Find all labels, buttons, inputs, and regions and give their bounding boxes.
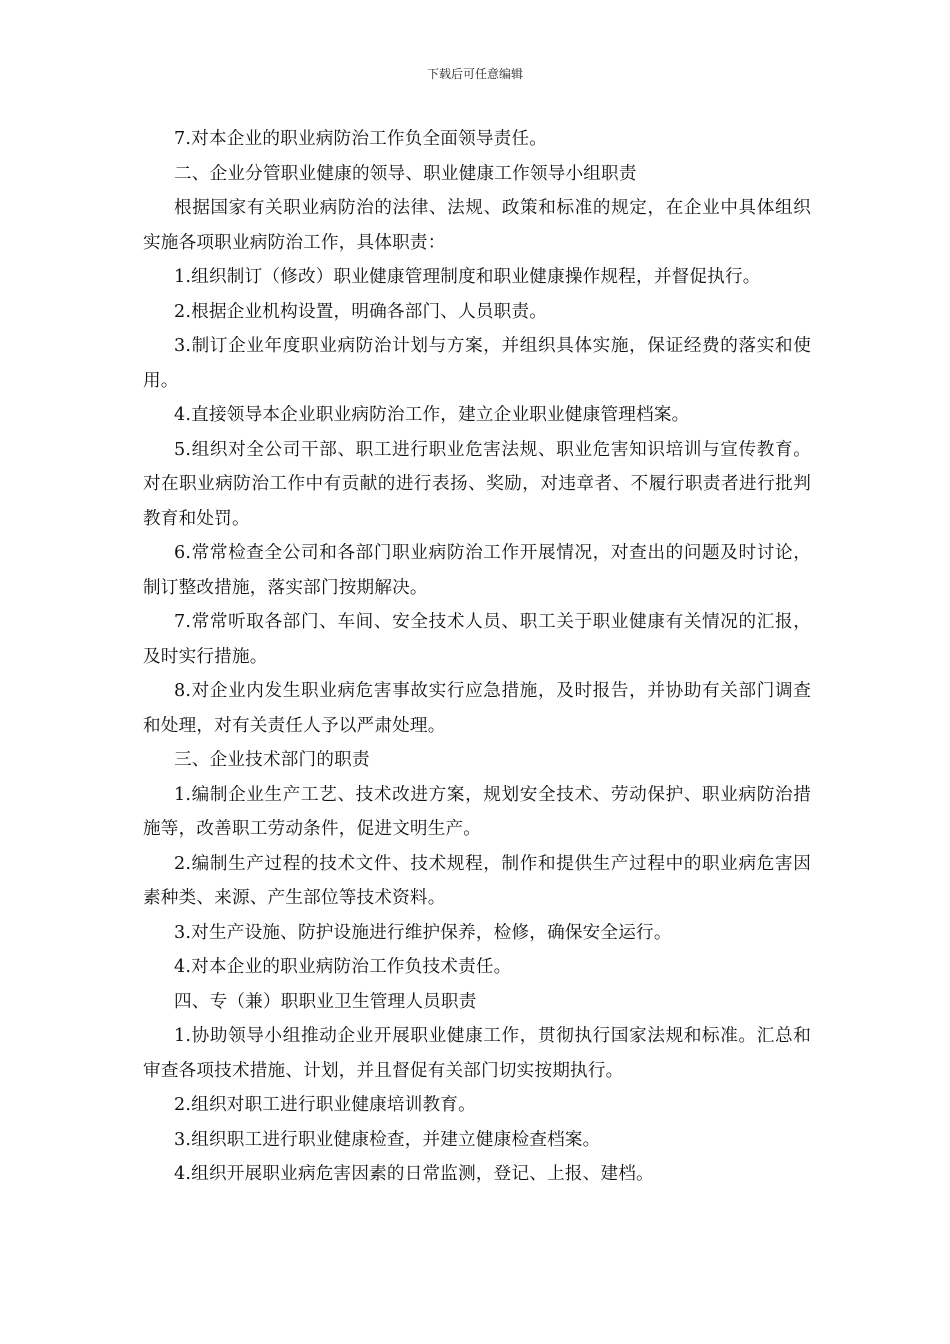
paragraph: 2.组织对职工进行职业健康培训教育。 [174,1095,476,1115]
section-heading: 四、专（兼）职职业卫生管理人员职责 [174,991,477,1012]
paragraph: 4.直接领导本企业职业病防治工作，建立企业职业健康管理档案。 [174,405,690,425]
paragraph: 1.组织制订（修改）职业健康管理制度和职业健康操作规程，并督促执行。 [174,267,761,287]
paragraph: 7.常常听取各部门、车间、安全技术人员、职工关于职业健康有关情况的汇报，及时实行措施。 [143,612,811,667]
paragraph: 6.常常检查全公司和各部门职业病防治工作开展情况，对查出的问题及时讨论，制订整改措施，落实部门按期解决。 [143,543,811,598]
paragraph: 4.组织开展职业病危害因素的日常监测，登记、上报、建档。 [174,1164,654,1184]
document-body [143,122,811,1192]
paragraph: 3.对生产设施、防护设施进行维护保养，检修，确保安全运行。 [174,922,672,943]
paragraph: 5.组织对全公司干部、职工进行职业危害法规、职业危害知识培训与宣传教育。对在职业病防治工作中有贡献的进行表扬、奖励，对违章者、不履行职责者进行批判教育和处罚。 [143,439,811,529]
paragraph: 7.对本企业的职业病防治工作负全面领导责任。 [174,129,548,149]
paragraph: 1.协助领导小组推动企业开展职业健康工作，贯彻执行国家法规和标准。汇总和审查各项技术措施、计划，并且督促有关部门切实按期执行。 [143,1026,811,1081]
section-heading: 二、企业分管职业健康的领导、职业健康工作领导小组职责 [174,163,637,184]
paragraph: 3.组织职工进行职业健康检查，并建立健康检查档案。 [174,1129,601,1150]
paragraph: 1.编制企业生产工艺、技术改进方案，规划安全技术、劳动保护、职业病防治措施等，改善职工劳动条件，促进文明生产。 [143,784,811,839]
paragraph: 2.编制生产过程的技术文件、技术规程，制作和提供生产过程中的职业病危害因素种类、来源、产生部位等技术资料。 [143,853,811,908]
paragraph: 3.制订企业年度职业病防治计划与方案，并组织具体实施，保证经费的落实和使用。 [143,336,811,391]
paragraph: 2.根据企业机构设置，明确各部门、人员职责。 [174,301,548,322]
paragraph: 根据国家有关职业病防治的法律、法规、政策和标准的规定，在企业中具体组织实施各项职业病防治工作，具体职责： [143,198,811,253]
page-header: 下载后可任意编辑 [426,67,523,81]
paragraph: 8.对企业内发生职业病危害事故实行应急措施，及时报告，并协助有关部门调查和处理，对有关责任人予以严肃处理。 [143,681,811,736]
section-heading: 三、企业技术部门的职责 [174,750,370,770]
paragraph: 4.对本企业的职业病防治工作负技术责任。 [174,957,512,977]
